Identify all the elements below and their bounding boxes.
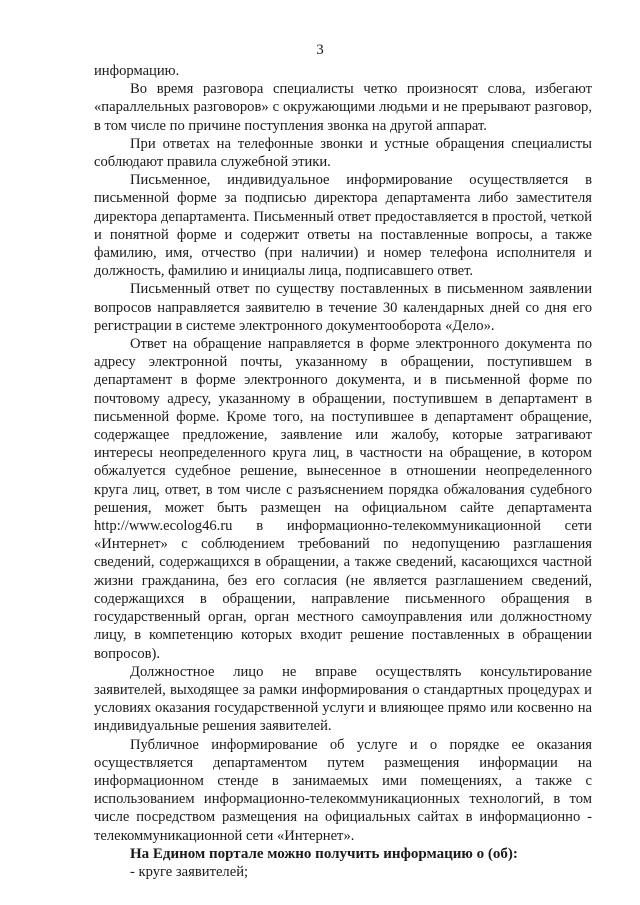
page-number: 3 bbox=[316, 42, 324, 58]
paragraph-conversation-rules: Во время разговора специалисты четко произносят слова, избегают «параллельных разговоров» с окружающими людьми и не прерывают разговор, в том числе по причине поступления звонка на другой аппарат. bbox=[94, 81, 592, 134]
paragraph-public-information: Публичное информирование об услуге и о порядке ее оказания осуществляется департаментом путем размещения информации на информационном стенде в занимаемых ими помещениях, а также с использованием информационно-телекоммуникационных технологий, в том числе посредством размещения на официальных сайтах в информационно - телекоммуникационной сети «Интернет». bbox=[94, 736, 592, 844]
paragraph-official-restrictions: Должностное лицо не вправе осуществлять консультирование заявителей, выходящее за рамки информирования о стандартных процедурах и условиях оказания государственной услуги и влияющее прямо или косвенно на индивидуальные решения заявителей. bbox=[94, 663, 592, 735]
paragraph-written-information: Письменное, индивидуальное информирование осуществляется в письменной форме за подписью директора департамента либо заместителя директора департамента. Письменный ответ предоставляется в простой, четкой и понятной форме и содержит ответы на поставленные вопросы, а также фамилию, имя, отчество (при наличии) и номер телефона исполнителя и должность, фамилию и инициалы лица, подписавшего ответ. bbox=[94, 172, 592, 280]
paragraph-service-ethics: При ответах на телефонные звонки и устные обращения специалисты соблюдают правила служебной этики. bbox=[94, 135, 592, 171]
document-body bbox=[94, 62, 592, 881]
paragraph-continuation: информацию. bbox=[94, 63, 180, 79]
list-item: - круге заявителей; bbox=[130, 863, 249, 880]
paragraph-answer-delivery: Ответ на обращение направляется в форме электронного документа по адресу электронной почты, указанному в обращении, поступившем в департамент в форме электронного документа, и в письменной форме по почтовому адресу, указанному в обращении, поступившем в департамент в письменной форме. Кроме того, на поступившее в департамент обращение, содержащее предложение, заявление или жалобу, которые затрагивают интересы неопределенного круга лиц, в частности на обращение, в котором обжалуется судебное решение, вынесенное в отношении неопределенного круга лиц, ответ, в том числе с разъяснением порядка обжалования судебного решения, может быть размещен на официальном сайте департамента http://www.ecolog46.ru в информационно-телекоммуникационной сети «Интернет» с соблюдением требований по недопущению разглашения сведений, содержащихся в обращении, а также сведений, касающихся частной жизни гражданина, без его согласия (не является разглашением сведений, содержащихся в обращении, направление письменного обращения в государственный орган, орган местного самоуправления или должностному лицу, в компетенцию которых входит решение поставленных в обращении вопросов). bbox=[94, 336, 592, 662]
section-heading-unified-portal: На Едином портале можно получить информацию о (об): bbox=[130, 845, 518, 862]
paragraph-written-answer-deadline: Письменный ответ по существу поставленных в письменном заявлении вопросов направляется заявителю в течение 30 календарных дней со дня его регистрации в системе электронного документооборота «Дело». bbox=[94, 281, 592, 334]
